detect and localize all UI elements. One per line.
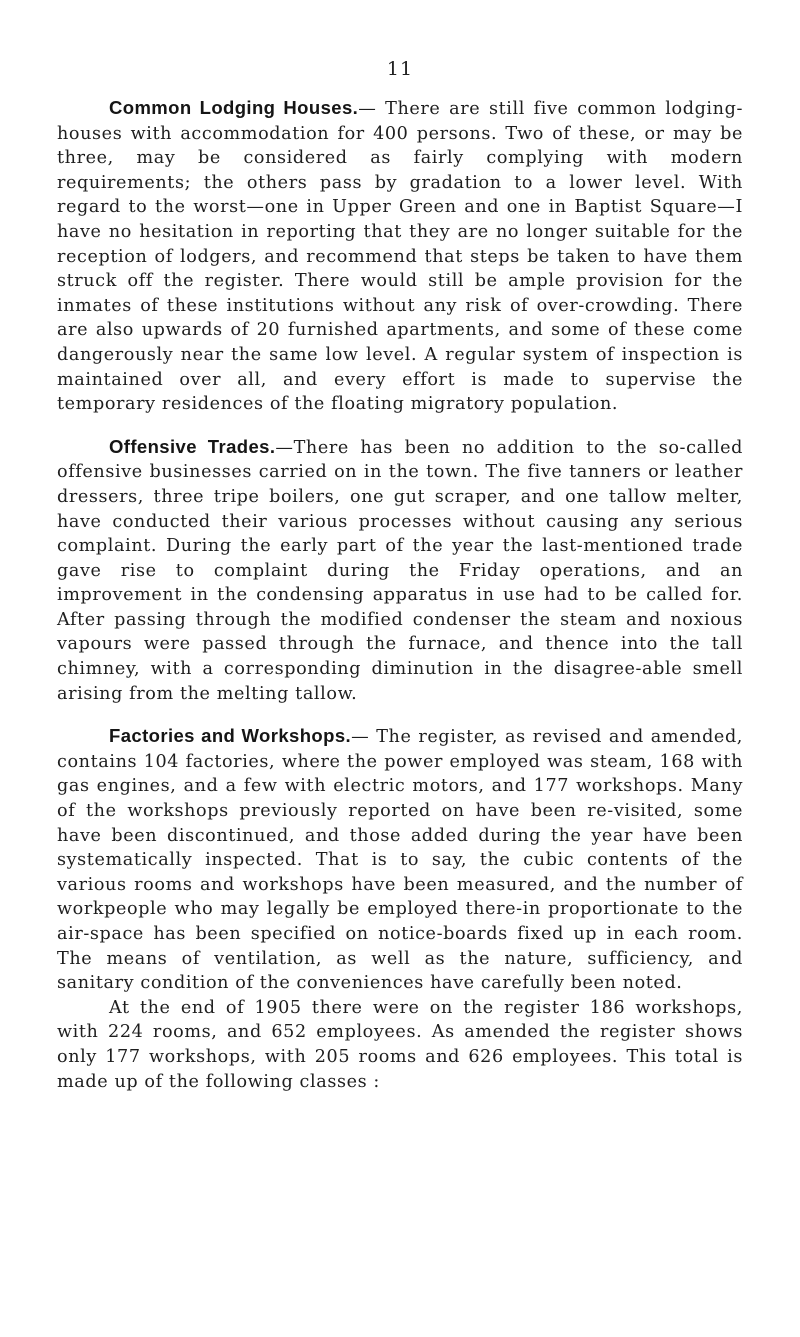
paragraph-workshop-totals [57, 996, 743, 1094]
paragraph-offensive-trades [57, 435, 743, 707]
paragraph-factories-and-workshops [57, 724, 743, 996]
paragraph-text-offensive-trades: —There has been no addition to the so-called offensive businesses carried on in the town. The five tanners or leather dressers, three tripe boilers, one gut scraper, and one tallow melter, have conducted their various processes without causing any serious complaint. During the early part of the year the last-mentioned trade gave rise to complaint during the Friday operations, and an improvement in the condensing apparatus in use had to be called for. After passing through the modified condenser the steam and noxious vapours were passed through the furnace, and thence into the tall chimney, with a corresponding diminution in the disagree-able smell arising from the melting tallow. [57, 437, 743, 704]
paragraph-text-common-lodging-houses: — There are still five common lodging-houses with accommodation for 400 persons. Two of these, or may be three, may be considered as fairly complying with modern requirements; the others pass by gradation to a lower level. With regard to the worst—one in Upper Green and one in Baptist Square—I have no hesitation in reporting that they are no longer suitable for the reception of lodgers, and recommend that steps be taken to have them struck off the register. There would still be ample provision for the inmates of these institutions without any risk of over-crowding. There are also upwards of 20 furnished apartments, and some of these come dangerously near the same low level. A regular system of inspection is maintained over all, and every effort is made to supervise the temporary residences of the floating migratory population. [57, 99, 743, 415]
section-heading-common-lodging-houses: Common Lodging Houses. [109, 97, 359, 118]
paragraph-text-factories-and-workshops: — The register, as revised and amended, contains 104 factories, where the power employed was steam, 168 with gas engines, and a few with electric motors, and 177 workshops. Many of the workshops previously reported on have been re-visited, some have been discontinued, and those added during the year have been systematically inspected. That is to say, the cubic contents of the various rooms and workshops have been measured, and the number of workpeople who may legally be employed there-in proportionate to the air-space has been specified on notice-boards fixed up in each room. The means of ventilation, as well as the nature, sufficiency, and sanitary condition of the conveniences have carefully been noted. [57, 727, 743, 994]
page-number: 11 [386, 58, 414, 80]
section-heading-factories-and-workshops: Factories and Workshops. [109, 725, 352, 747]
section-heading-offensive-trades: Offensive Trades. [109, 435, 276, 457]
paragraph-text-workshop-totals: At the end of 1905 there were on the register 186 workshops, with 224 rooms, and 652 employees. As amended the register shows only 177 workshops, with 205 rooms and 626 employees. This total is made up of the following classes : [57, 997, 743, 1092]
paragraph-common-lodging-houses [57, 96, 743, 417]
document-body [57, 96, 743, 1094]
